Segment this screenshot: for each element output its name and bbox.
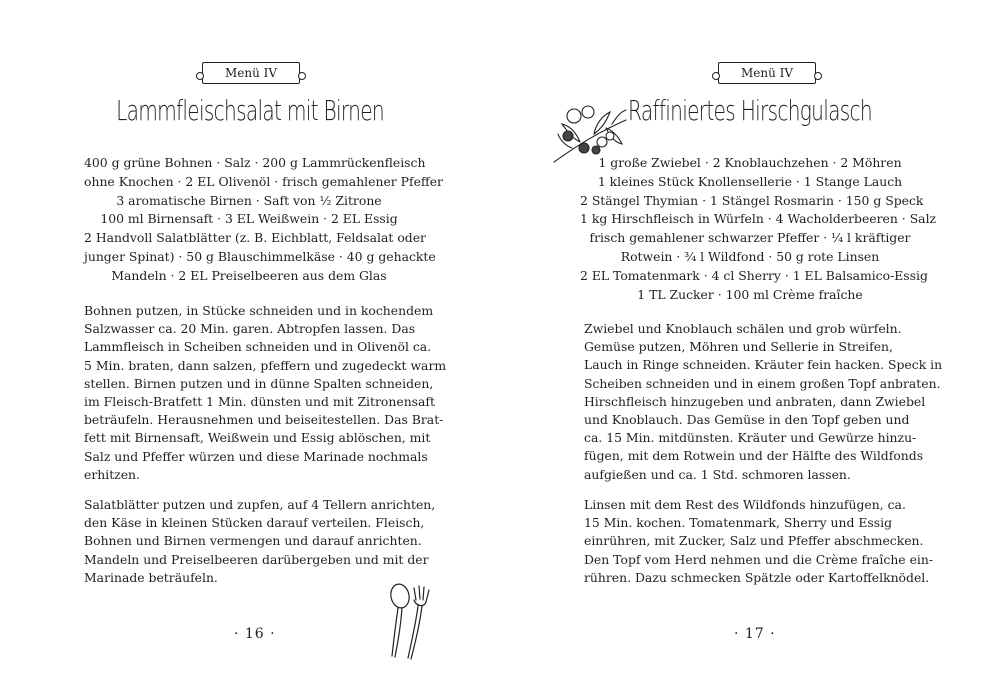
text-line: 15 Min. kochen. Tomatenmark, Sherry und Essig [584, 515, 892, 531]
text-line: Scheiben schneiden und in einem großen Topf anbraten. [584, 375, 941, 391]
text-line: aufgießen und ca. 1 Std. schmoren lassen. [584, 466, 851, 482]
text-line: ca. 15 Min. mitdünsten. Kräuter und Gewürze hinzu- [584, 430, 917, 446]
text-line: Bohnen und Birnen vermengen und darauf anrichten. [84, 533, 422, 549]
instructions-paragraph [84, 302, 446, 484]
right-page [500, 0, 1000, 696]
menu-label-tag: Menü IV [718, 62, 816, 84]
text-line: Salzwasser ca. 20 Min. garen. Abtropfen lassen. Das [84, 321, 416, 337]
text-line: Den Topf vom Herd nehmen und die Crème fraîche ein- [584, 551, 934, 567]
ingredient-line: 400 g grüne Bohnen · Salz · 200 g Lammrückenfleisch [84, 155, 426, 170]
text-line: Marinade beträufeln. [84, 569, 218, 585]
ingredients-list [580, 154, 937, 304]
text-line: Linsen mit dem Rest des Wildfonds hinzufügen, ca. [584, 497, 906, 512]
instructions-paragraph [584, 496, 933, 587]
instructions-paragraph [84, 496, 435, 587]
instructions-paragraph [584, 320, 942, 484]
text-line: Zwiebel und Knoblauch schälen und grob würfeln. [584, 321, 902, 336]
text-line: beträufeln. Herausnehmen und beiseitestellen. Das Brat- [84, 412, 444, 428]
text-line: und Knoblauch. Das Gemüse in den Topf geben und [584, 412, 910, 428]
text-line: rühren. Dazu schmecken Spätzle oder Kartoffelknödel. [584, 569, 930, 585]
recipe-title: Raffiniertes Hirschgulasch [628, 94, 872, 127]
recipe-title: Lammfleischsalat mit Birnen [116, 94, 384, 127]
text-line: 5 Min. braten, dann salzen, pfeffern und zugedeckt warm [84, 357, 447, 373]
text-line: Salatblätter putzen und zupfen, auf 4 Tellern anrichten, [84, 497, 436, 512]
text-line: Lammfleisch in Scheiben schneiden und in Olivenöl ca. [84, 339, 432, 355]
ingredient-line: Rotwein · ¾ l Wildfond · 50 g rote Linsen [620, 248, 880, 264]
text-line: fügen, mit dem Rotwein und der Hälfte des Wildfonds [584, 448, 924, 464]
text-line: Mandeln und Preiselbeeren darübergeben und mit der [84, 551, 429, 567]
text-line: fett mit Birnensaft, Weißwein und Essig ablöschen, mit [84, 430, 431, 446]
menu-label-tag: Menü IV [202, 62, 300, 84]
ingredient-line: 3 aromatische Birnen · Saft von ½ Zitrone [116, 192, 382, 208]
ingredient-line: 2 Handvoll Salatblätter (z. B. Eichblatt, Feldsalat oder [84, 230, 426, 246]
spoon-fork-illustration-icon [384, 582, 440, 662]
ingredient-line: 1 kleines Stück Knollensellerie · 1 Stange Lauch [597, 173, 903, 189]
ingredient-line: Mandeln · 2 EL Preiselbeeren aus dem Glas [111, 267, 387, 283]
text-line: Lauch in Ringe schneiden. Kräuter fein hacken. Speck in [584, 357, 943, 373]
ingredient-line: 1 kg Hirschfleisch in Würfeln · 4 Wacholderbeeren · Salz [580, 211, 937, 227]
ingredients-list [84, 154, 443, 286]
ingredient-line: 2 Stängel Thymian · 1 Stängel Rosmarin · 150 g Speck [580, 192, 924, 208]
text-line: Salz und Pfeffer würzen und diese Marinade nochmals [84, 448, 428, 464]
text-line: den Käse in kleinen Stücken darauf verteilen. Fleisch, [84, 515, 425, 531]
ingredient-line: 2 EL Tomatenmark · 4 cl Sherry · 1 EL Balsamico-Essig [580, 267, 928, 283]
text-line: stellen. Birnen putzen und in dünne Spalten schneiden, [84, 375, 434, 391]
ingredient-line: 1 TL Zucker · 100 ml Crème fraîche [637, 286, 863, 302]
ingredient-line: 100 ml Birnensaft · 3 EL Weißwein · 2 EL Essig [100, 211, 398, 227]
text-line: erhitzen. [84, 466, 140, 482]
page-number: · 17 · [734, 626, 776, 642]
text-line: Hirschfleisch hinzugeben und anbraten, dann Zwiebel [584, 393, 926, 409]
ingredient-line: junger Spinat) · 50 g Blauschimmelkäse · 40 g gehackte [84, 248, 436, 264]
page-number: · 16 · [234, 626, 276, 642]
text-line: Gemüse putzen, Möhren und Sellerie in Streifen, [584, 339, 893, 355]
text-line: Bohnen putzen, in Stücke schneiden und in kochendem [84, 303, 434, 318]
ingredient-line: 1 große Zwiebel · 2 Knoblauchzehen · 2 Möhren [598, 155, 902, 170]
ingredient-line: ohne Knochen · 2 EL Olivenöl · frisch gemahlener Pfeffer [84, 173, 443, 189]
text-line: einrühren, mit Zucker, Salz und Pfeffer abschmecken. [584, 533, 924, 549]
text-line: im Fleisch-Bratfett 1 Min. dünsten und mit Zitronensaft [84, 394, 435, 410]
ingredient-line: frisch gemahlener schwarzer Pfeffer · ¼ l kräftiger [589, 230, 911, 246]
